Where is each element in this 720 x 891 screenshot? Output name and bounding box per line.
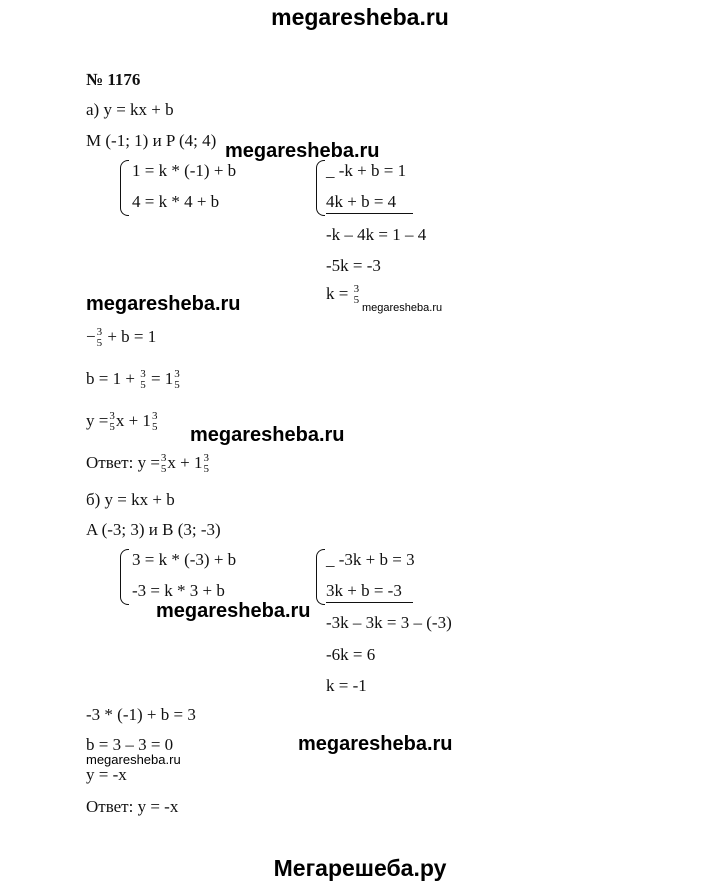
watermark: megaresheba.ru [190,424,345,446]
site-footer: Мегарешеба.ру [273,855,447,881]
watermark: megaresheba.ru [225,140,380,162]
watermark: megaresheba.ru [156,600,311,622]
k-fraction: 3 5 [353,283,360,307]
part-b-step-2: -6k = 6 [326,645,376,664]
part-b-left-brace [120,549,129,605]
part-b-sys-right-2: 3k + b = -3 [326,581,413,603]
site-header: megaresheba.ru [271,4,449,30]
part-a-step-1: -k – 4k = 1 – 4 [326,225,427,244]
part-b-sys-left-1: 3 = k * (-3) + b [132,550,237,569]
part-a-left-brace [120,160,129,216]
part-a-k-value [326,284,360,306]
part-a-sys-left-1: 1 = k * (-1) + b [132,161,237,180]
part-a-label: а) y = kx + b [86,100,174,119]
part-b-substitution: -3 * (-1) + b = 3 [86,705,196,724]
part-b-answer: Ответ: y = -x [86,797,179,816]
part-a-step-2: -5k = -3 [326,256,381,275]
watermark-small: megaresheba.ru [86,752,181,767]
part-b-sys-right-1: _ -3k + b = 3 [326,550,415,569]
part-a-sys-left-2: 4 = k * 4 + b [132,192,220,211]
part-b-right-brace [316,549,325,605]
part-a-points: M (-1; 1) и P (4; 4) [86,131,217,150]
part-b-sys-left-2: -3 = k * 3 + b [132,581,225,600]
part-b-b-value: b = 3 – 3 = 0 [86,735,174,754]
part-b-equation: y = -x [86,765,127,784]
part-a-substitution: − 3 5 + b = 1 [86,326,157,350]
part-b-step-3: k = -1 [326,676,367,695]
watermark: megaresheba.ru [298,733,453,755]
part-a-equation: y = 3 5 x + 1 3 5 [86,410,158,434]
part-b-label: б) y = kx + b [86,490,175,509]
k-prefix: k = [326,284,349,303]
part-a-sys-right-2: 4k + b = 4 [326,192,413,214]
part-b-step-1: -3k – 3k = 3 – (-3) [326,613,452,632]
part-a-right-brace [316,160,325,216]
part-a-answer: Ответ: y = 3 5 x + 1 3 5 [86,452,210,476]
part-b-points: A (-3; 3) и B (3; -3) [86,520,221,539]
part-a-b-value: b = 1 + 3 5 = 1 3 5 [86,368,180,392]
watermark-small: megaresheba.ru [362,302,443,314]
watermark: megaresheba.ru [86,293,241,315]
part-a-sys-right-1: _ -k + b = 1 [326,161,407,180]
problem-number: № 1176 [86,70,141,89]
